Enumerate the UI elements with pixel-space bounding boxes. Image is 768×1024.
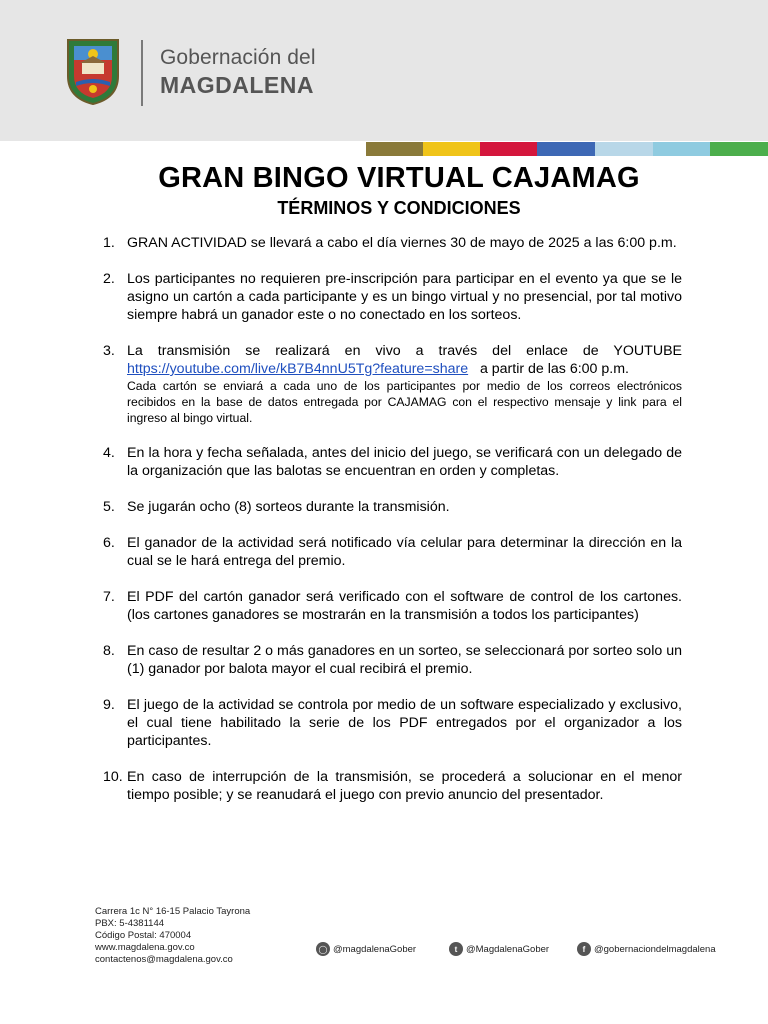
list-item: [103, 342, 682, 426]
brand-color-bar-4: [537, 142, 595, 156]
item-number: 2.: [103, 271, 115, 287]
list-item: [103, 768, 682, 804]
item-note: Cada cartón se enviará a cada uno de los participantes por medio de los correos electrónicos recibidos en la base de datos entregada por CAJAMAG con el respectivo mensaje y link para el ingreso al bingo virtual.: [127, 379, 682, 425]
twitter-icon: t: [449, 942, 463, 956]
item-number: 7.: [103, 589, 115, 605]
list-item: [103, 696, 682, 750]
social-twitter[interactable]: [449, 942, 549, 956]
instagram-handle: @magdalenaGober: [333, 943, 417, 955]
brand-color-bar-3: [480, 142, 537, 156]
item-number: 4.: [103, 445, 115, 461]
list-item: [103, 534, 682, 570]
brand-color-bar-1: [366, 142, 423, 156]
item-text: El juego de la actividad se controla por medio de un software especializado y exclusivo, el cual tiene habilitado la serie de los PDF entregados por el organizador a los participantes.: [127, 697, 682, 749]
social-instagram[interactable]: [316, 942, 416, 956]
document-subtitle: TÉRMINOS Y CONDICIONES: [277, 198, 521, 218]
item-text: La transmisión se realizará en vivo a través del enlace de YOUTUBE: [127, 343, 682, 359]
footer-email[interactable]: contactenos@magdalena.gov.co: [95, 954, 233, 965]
social-facebook[interactable]: [577, 942, 716, 956]
item-text: Los participantes no requieren pre-inscripción para participar en el evento ya que se le asigno un cartón a cada participante y es un bingo virtual y no presencial, por tal motivo siempre habrá un ganador este o no conectado en los sorteos.: [127, 271, 682, 323]
document-title: GRAN BINGO VIRTUAL CAJAMAG: [158, 162, 640, 194]
item-text: En caso de interrupción de la transmisión, se procederá a solucionar en el menor tiempo posible; y se reanudará el juego con previo anuncio del presentador.: [127, 769, 682, 803]
list-item: [103, 642, 682, 678]
item-number: 10.: [103, 769, 123, 785]
item-text-after-link: a partir de las 6:00 p.m.: [479, 361, 629, 377]
facebook-handle: @gobernaciondelmagdalena: [594, 943, 716, 955]
footer-contact: [95, 906, 250, 966]
org-name-line1: Gobernación del: [160, 46, 316, 69]
item-text: En la hora y fecha señalada, antes del inicio del juego, se verificará con un delegado de la organización que las balotas se encuentran en orden y completas.: [127, 445, 682, 479]
brand-color-bar-2: [423, 142, 480, 156]
item-number: 5.: [103, 499, 115, 515]
coat-of-arms-icon: [64, 36, 122, 106]
list-item: [103, 588, 682, 624]
item-number: 8.: [103, 643, 115, 659]
footer-website[interactable]: www.magdalena.gov.co: [95, 942, 195, 953]
brand-color-bar-6: [653, 142, 710, 156]
item-text: GRAN ACTIVIDAD se llevará a cabo el día viernes 30 de mayo de 2025 a las 6:00 p.m.: [127, 235, 677, 251]
twitter-handle: @MagdalenaGober: [466, 943, 550, 955]
terms-list: [103, 234, 682, 804]
header-divider: [141, 40, 143, 106]
brand-color-bar-5: [595, 142, 653, 156]
instagram-icon: ◯: [316, 942, 330, 956]
list-item: [103, 270, 682, 324]
item-text: En caso de resultar 2 o más ganadores en un sorteo, se seleccionará por sorteo solo un (1) ganador por balota mayor el cual recibirá el premio.: [127, 643, 682, 677]
item-text: El ganador de la actividad será notificado vía celular para determinar la dirección en la cual se le hará entrega del premio.: [127, 535, 682, 569]
brand-color-bar-7: [710, 142, 768, 156]
org-name-line2: MAGDALENA: [160, 72, 314, 98]
youtube-link[interactable]: https://youtube.com/live/kB7B4nnU5Tg?feature=share: [127, 361, 469, 377]
item-number: 9.: [103, 697, 115, 713]
footer-pbx: PBX: 5-4381144: [95, 918, 165, 929]
list-item: [103, 444, 682, 480]
header-band: [0, 0, 768, 141]
list-item: [103, 234, 682, 252]
footer-postal: Código Postal: 470004: [95, 930, 192, 941]
item-number: 3.: [103, 343, 115, 359]
footer-address: Carrera 1c N° 16-15 Palacio Tayrona: [95, 906, 251, 917]
list-item: [103, 498, 682, 516]
item-number: 6.: [103, 535, 115, 551]
item-text: El PDF del cartón ganador será verificado con el software de control de los cartones. (los cartones ganadores se mostrarán en la transmisión a todos los participantes): [127, 589, 682, 623]
item-text: Se jugarán ocho (8) sorteos durante la transmisión.: [127, 499, 450, 515]
item-number: 1.: [103, 235, 115, 251]
facebook-icon: f: [577, 942, 591, 956]
